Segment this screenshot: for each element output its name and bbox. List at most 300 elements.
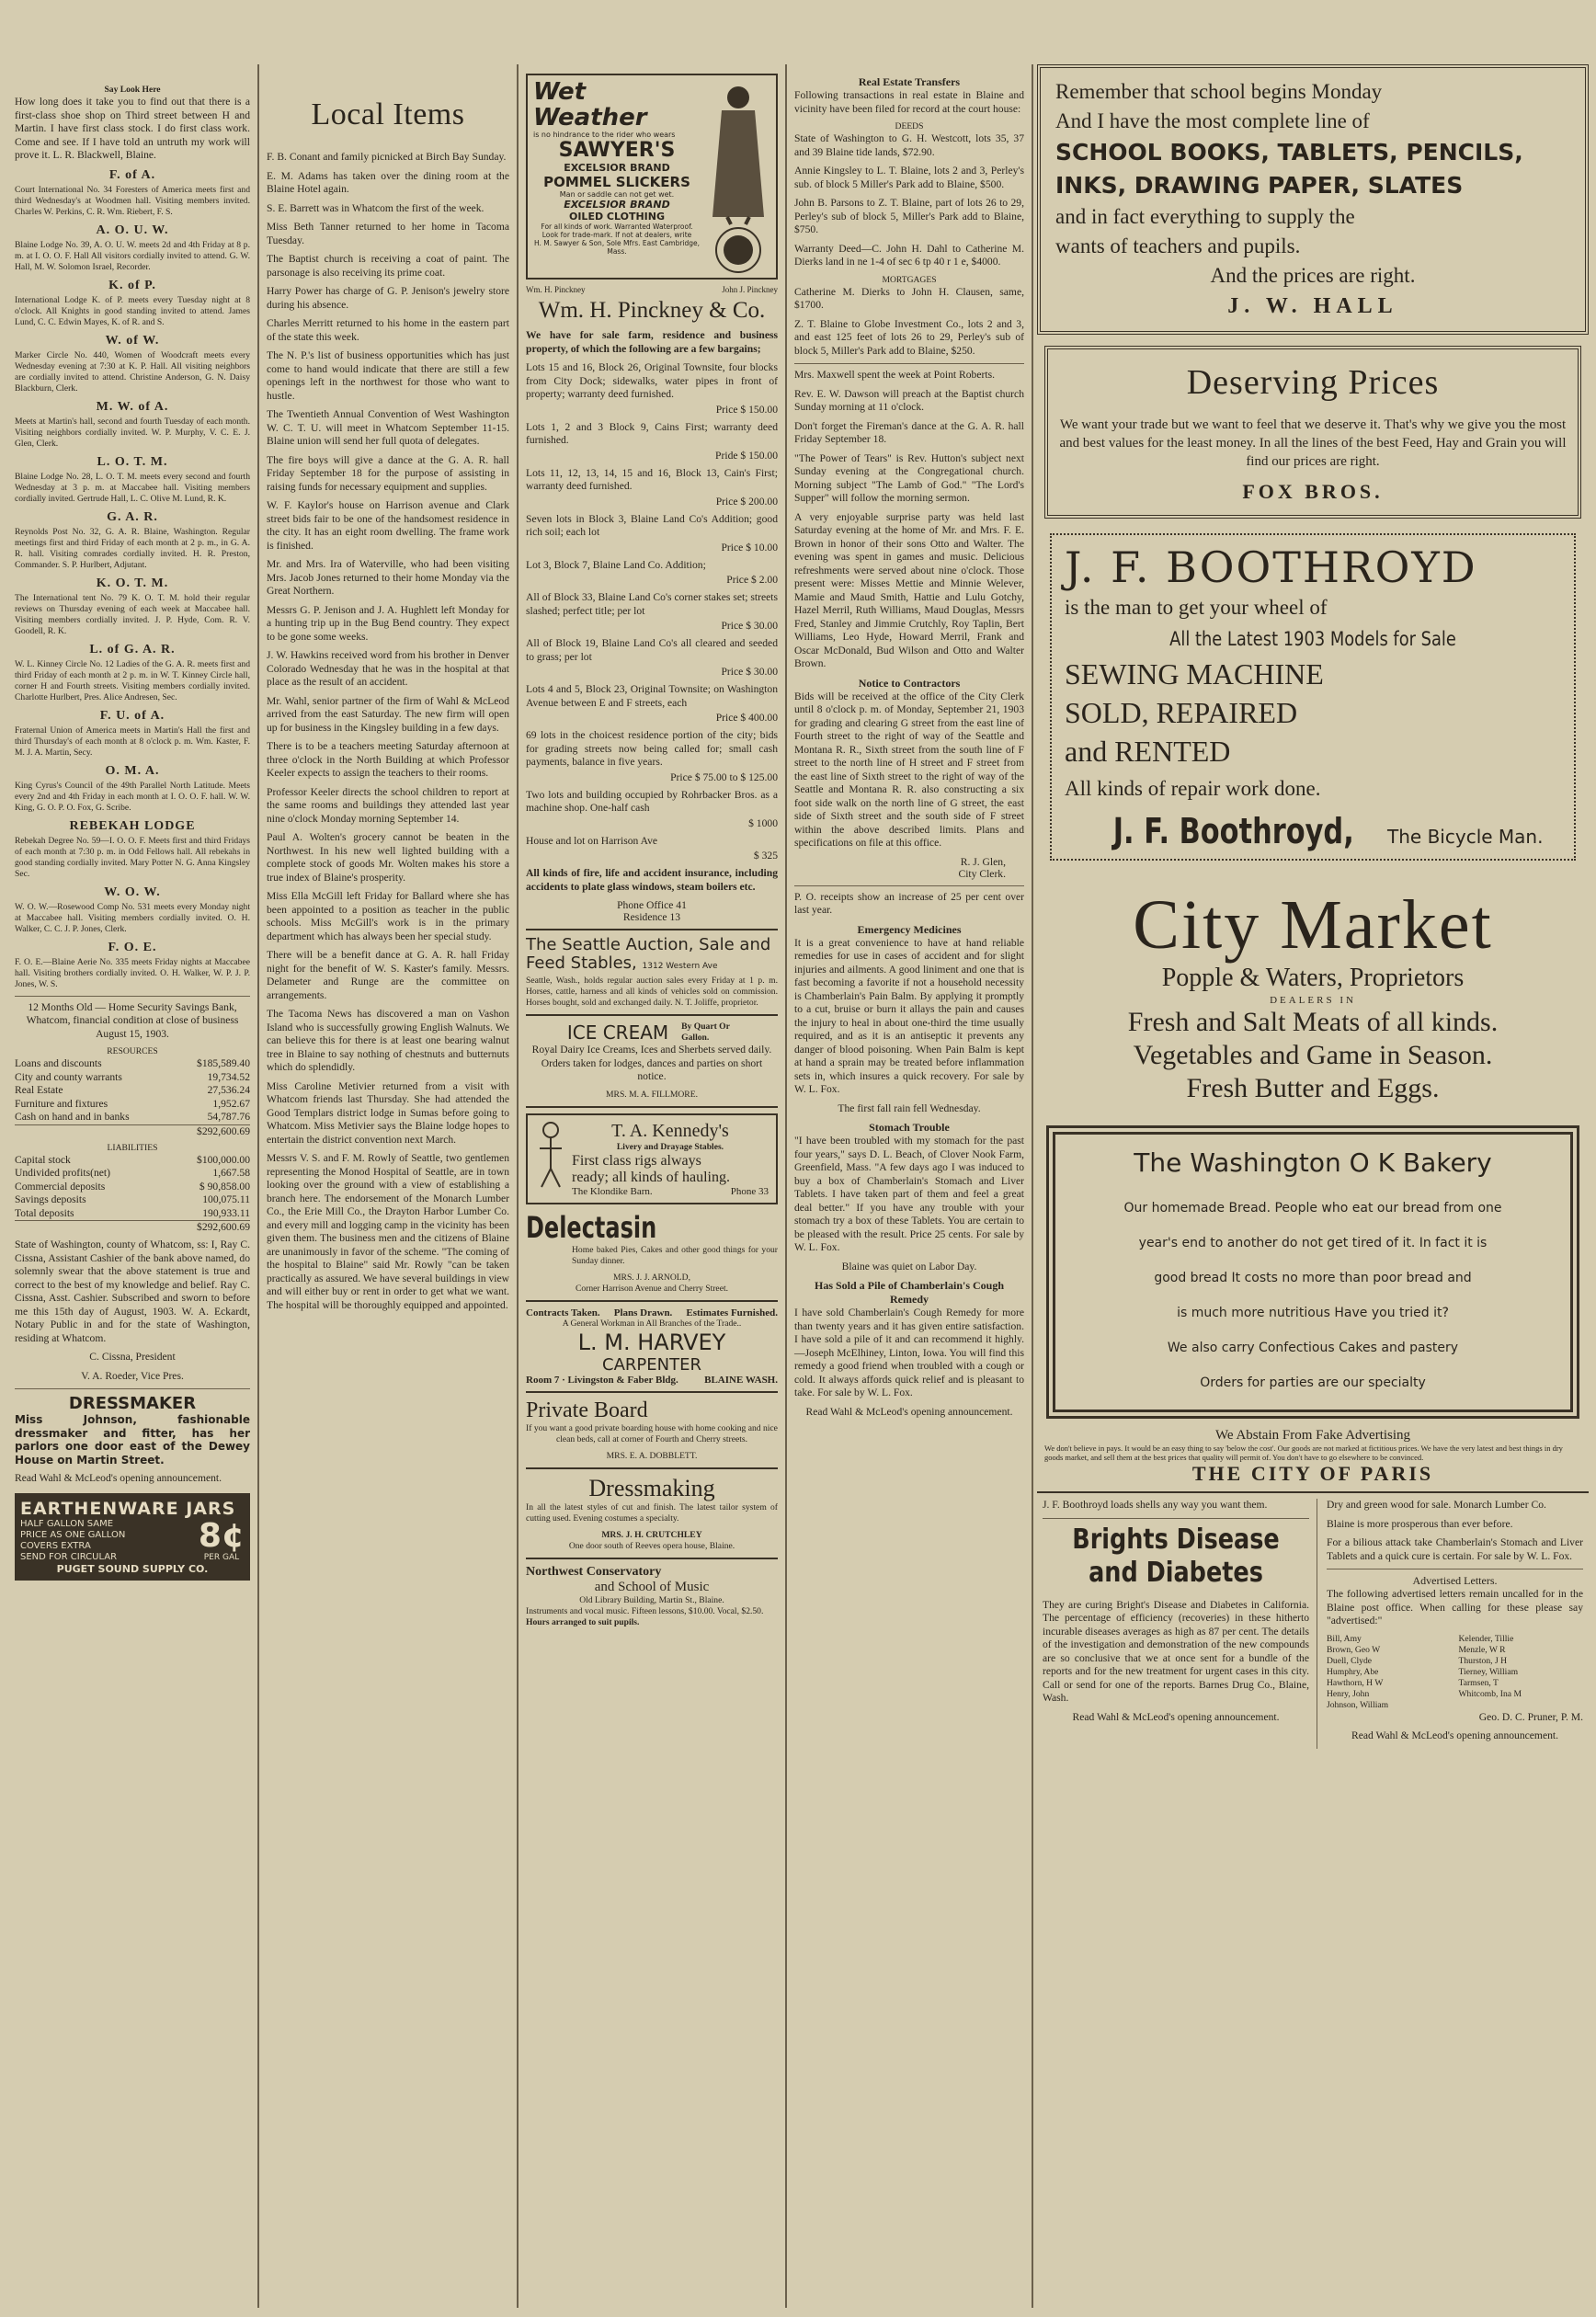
- row-label: Cash on hand and in banks: [15, 1111, 130, 1123]
- lodge-text: Blaine Lodge No. 28, L. O. T. M. meets every second and fourth Wednesday at 3 p. m. at Maccabee hall. Visiting members cordially invited. Gertrude Hall, L. C. Olive M. Lund, R. K.: [15, 471, 250, 504]
- lodge-entry: [15, 279, 250, 328]
- listing-item: [526, 683, 778, 724]
- transfers-intro: Following transactions in real estate in Blaine and vicinity have been filed for record at the court house:: [794, 89, 1024, 115]
- seattle-addr: 1312 Western Ave: [642, 962, 718, 971]
- lodge-entry: [15, 941, 250, 990]
- conservatory-hours: Hours arranged to suit pupils.: [526, 1616, 640, 1627]
- lodge-title: F. O. E.: [108, 940, 157, 954]
- note-item: Dry and green wood for sale. Monarch Lumber Co.: [1327, 1499, 1546, 1511]
- table-row: [15, 1084, 250, 1098]
- fox-bros-ad: [1044, 346, 1581, 519]
- listing-item: [526, 513, 778, 554]
- lodge-text: International Lodge K. of P. meets every Tuesday night at 8 o'clock. All Knights in good standing invited to attend. James Lund, C. C. Edwin Mayes, K. of R. and S.: [15, 294, 250, 327]
- lodge-title: F. U. of A.: [99, 708, 165, 723]
- brights-read: Read Wahl & McLeod's opening announcement.: [1072, 1710, 1280, 1723]
- lodge-title: L. O. T. M.: [97, 454, 168, 469]
- bank-signed: C. Cissna, President: [89, 1351, 176, 1363]
- row-value: 100,075.11: [202, 1193, 250, 1205]
- wet-product2: OILED CLOTHING: [568, 211, 665, 223]
- listing-text: Seven lots in Block 3, Blaine Land Co's Addition; good rich soil; each lot: [526, 512, 778, 538]
- row-value: 19,734.52: [207, 1070, 250, 1083]
- liabilities-table: [15, 1154, 250, 1221]
- resources-total: $292,600.69: [15, 1124, 250, 1137]
- mortgage-item: Catherine M. Dierks to John H. Clausen, same, $1700.: [794, 285, 1024, 311]
- letter-name: Tarmsen, T: [1458, 1677, 1499, 1688]
- table-row: [15, 1207, 250, 1221]
- table-row: [15, 1098, 250, 1112]
- lodge-text: Fraternal Union of America meets in Martin's Hall the first and third Thursday's of each month at 8 o'clock p. m. Wm. Kaster, F. M. J. A. Martin, Secy.: [15, 725, 250, 758]
- lodge-text: Blaine Lodge No. 39, A. O. U. W. meets 2d and 4th Friday at 8 p. m. at I. O. O. F. Hall All visitors cordially invited to attend. G. W. Hall, M. W. Solomon Israel, Recorder.: [15, 239, 250, 272]
- market-props: Popple & Waters, Proprietors: [1161, 964, 1465, 992]
- seattle-text: Seattle, Wash., holds regular auction sales every Friday at 1 p. m. Horses, cattle, harness and all kinds of vehicles sold on commission. Horses bought, sold and exchanged daily. N. T. Joliffe, proprietor.: [526, 976, 778, 1008]
- listing-text: Lots 1, 2 and 3 Block 9, Cains First; warranty deed furnished.: [526, 420, 778, 446]
- boothroyd-line2: All the Latest 1903 Models for Sale: [1169, 628, 1456, 650]
- listing-price: Pride $ 150.00: [715, 449, 778, 462]
- contractors-sign: R. J. Glen,: [960, 855, 1006, 868]
- lodge-title: F. of A.: [108, 167, 156, 182]
- table-row: [15, 1057, 250, 1071]
- pinckney-res: Residence 13: [622, 911, 681, 923]
- letter-name: Whitcomb, Ina M: [1458, 1688, 1522, 1699]
- local-items-continued: [794, 369, 1024, 671]
- listing-item: [526, 835, 778, 862]
- brights-title1: Brights Disease: [1072, 1523, 1280, 1556]
- letter-name: Humphry, Abe: [1327, 1666, 1379, 1677]
- deed-item: Warranty Deed—C. John H. Dahl to Catherine M. Dierks land in ne 1-4 of sec 6 tp 40 r 1 e, $4000.: [794, 242, 1024, 268]
- paris-title: We Abstain From Fake Advertising: [1214, 1428, 1411, 1443]
- lodge-title: M. W. of A.: [96, 399, 169, 414]
- ice-cream-ad: [526, 1022, 778, 1101]
- property-listings: [526, 361, 778, 862]
- table-row: [15, 1154, 250, 1168]
- letters-title: Advertised Letters.: [1412, 1574, 1498, 1587]
- column-rule: [785, 64, 787, 2308]
- local-items-title: Local Items: [311, 97, 465, 131]
- market-line3: Fresh Butter and Eggs.: [1186, 1073, 1440, 1103]
- lodge-entry: [15, 819, 250, 880]
- deed-item: State of Washington to G. H. Westcott, lots 35, 37 and 39 Blaine tide lands, $72.90.: [794, 132, 1024, 158]
- row-label: Savings deposits: [15, 1193, 86, 1205]
- harvey-trade: CARPENTER: [602, 1354, 701, 1375]
- conservatory-ad: [526, 1565, 778, 1628]
- labor-day: Blaine was quiet on Labor Day.: [841, 1260, 977, 1273]
- row-value: 190,933.11: [202, 1206, 250, 1219]
- wet-weather-ad: [526, 74, 778, 280]
- wet-small: For all kinds of work. Warranted Waterproof. Look for trade-mark. If not at dealers, write: [541, 223, 693, 239]
- listing-text: Lot 3, Block 7, Blaine Land Co. Addition;: [526, 558, 706, 571]
- news-item: Miss Beth Tanner returned to her home in Tacoma Tuesday.: [267, 221, 509, 246]
- listing-text: Lots 4 and 5, Block 23, Original Townsite; on Washington Avenue between E and F streets, each: [526, 683, 778, 709]
- letter-name: Henry, John: [1327, 1688, 1370, 1699]
- earthenware-title: EARTHENWARE JARS: [20, 1498, 236, 1519]
- paris-text: We don't believe in pays. It would be an easy thing to say 'below the cost'. Our goods are not marked at fictitious prices. We have the very latest and best things in dry goods market, and sell them at the best prices that quality will permit of. You don't have to go elsewhere to be convinced.: [1044, 1444, 1563, 1462]
- table-row: [15, 1193, 250, 1207]
- bank-signed-2: V. A. Roeder, Vice Pres.: [81, 1369, 184, 1382]
- lodge-entry: [15, 168, 250, 218]
- lodge-text: The International tent No. 79 K. O. T. M. hold their regular reviews on Thursday evening of each week at Maccabee hall. Visiting members cordially invited. J. P. Hyde, Com. R. V. Goodell, R. K.: [15, 592, 250, 636]
- note-item: For a bilious attack take Chamberlain's Stomach and Liver Tablets and a quick cure is certain. For sale by W. L. Fox.: [1327, 1536, 1583, 1562]
- bank-intro: 12 Months Old — Home Security Savings Bank, Whatcom, financial condition at close of business August 15, 1903.: [26, 1000, 239, 1040]
- po-receipts: P. O. receipts show an increase of 25 per cent over last year.: [794, 890, 1024, 916]
- boothroyd-line4: SOLD, REPAIRED: [1065, 696, 1298, 729]
- column-rule: [257, 64, 259, 2308]
- dressmaking-name: MRS. J. H. CRUTCHLEY: [601, 1529, 702, 1540]
- delectasin-addr: Corner Harrison Avenue and Cherry Street.: [575, 1283, 729, 1294]
- listing-item: [526, 421, 778, 462]
- wet-brand: SAWYER'S: [558, 139, 676, 162]
- listing-text: Two lots and building occupied by Rohrbacker Bros. as a machine shop. One-half cash: [526, 788, 778, 814]
- letter-name: Brown, Geo W: [1327, 1644, 1381, 1655]
- row-value: $ 90,858.00: [199, 1180, 250, 1193]
- stomach-text: "I have been troubled with my stomach for the past four years," says D. L. Beach, of Clover Nook Farm, Greenfield, Mass. "A few days ago I was induced to buy a box of Chamberlain's Stomach and Liver Tablets. I have taken part of them and feel a great deal better." If you have any trouble with your stomach try a box of these Tablets. You are certain to be pleased with the result. Price 25 cents. For sale by W. L. Fox.: [794, 1135, 1024, 1253]
- lodge-title: K. of P.: [108, 278, 156, 292]
- local-items-list: [267, 151, 509, 1312]
- boothroyd-ad: [1044, 528, 1581, 866]
- kennedy-ad: [526, 1113, 778, 1204]
- earthenware-line1: HALF GALLON SAME: [20, 1518, 114, 1529]
- letter-name: Bill, Amy: [1327, 1633, 1362, 1644]
- row-value: 27,536.24: [207, 1084, 250, 1096]
- letter-name: Duell, Clyde: [1327, 1655, 1373, 1666]
- news-item: There is to be a teachers meeting Saturday afternoon at three o'clock in the North Building at which Professor Keeler expects to assign the teachers to their rooms.: [267, 740, 509, 779]
- news-item: "The Power of Tears" is Rev. Hutton's subject next Sunday evening at the Congregational church. Morning subject "The Lamb of God." "The Lord's Supper" will follow the morning sermon.: [794, 451, 1024, 504]
- column-3: [520, 68, 783, 2300]
- lodge-directory: [15, 168, 250, 990]
- lodge-entry: [15, 709, 250, 759]
- left-notes: [1043, 1499, 1309, 1512]
- deed-item: John B. Parsons to Z. T. Blaine, part of lots 26 to 29, Perley's sub of block 5, Miller's Park add to Blaine, $750.: [794, 197, 1024, 235]
- letters-names: [1327, 1634, 1583, 1711]
- listing-price: $ 1000: [748, 816, 778, 829]
- resources-label: RESOURCES: [107, 1046, 158, 1056]
- fox-name: FOX BROS.: [1242, 480, 1384, 503]
- wet-sub: Man or saddle can not get wet.: [559, 190, 675, 199]
- harvey-room: Room 7: [526, 1374, 560, 1386]
- note-item: J. F. Boothroyd loads shells any way you want them.: [1043, 1499, 1268, 1511]
- pinckney-name-right: John J. Pinckney: [722, 285, 778, 294]
- letters-read: Read Wahl & McLeod's opening announcement.: [1351, 1729, 1559, 1741]
- earthenware-ad: [15, 1493, 250, 1581]
- conservatory-title2: and School of Music: [594, 1579, 710, 1594]
- notice-text: How long does it take you to find out that there is a first-class shoe shop on Third street between H and Martin. I have first class stock. I do first class work. Come and see. If I have told an untruth my work will prove it. L. R. Blackwell, Blaine.: [15, 96, 250, 161]
- news-item: Professor Keeler directs the school children to report at the same rooms and buildings they attended last year nine o'clock Monday morning September 14.: [267, 785, 509, 825]
- earthenware-sub: PER GAL: [203, 1552, 240, 1562]
- row-label: Undivided profits(net): [15, 1167, 110, 1179]
- market-line2: Vegetables and Game in Season.: [1133, 1040, 1493, 1070]
- news-item: W. F. Kaylor's house on Harrison avenue and Clark street bids fair to be one of the handsomest residence in the city. It has an eight room dwelling. The frame work is finished.: [267, 499, 509, 552]
- right-notes: [1327, 1499, 1583, 1563]
- pinckney-intro: We have for sale farm, residence and business property, of which the following are a few bargains;: [526, 329, 778, 355]
- table-row: [15, 1071, 250, 1085]
- boothroyd-sign2: The Bicycle Man.: [1387, 826, 1544, 848]
- kennedy-barn: The Klondike Barn.: [572, 1185, 653, 1197]
- bakery-line1: Our homemade Bread. People who eat our bread from one: [1123, 1201, 1502, 1216]
- dressmaking-text: In all the latest styles of cut and finish. The latest tailor system of cutting used. Evening costumes a specialty.: [526, 1501, 778, 1524]
- news-item: There will be a benefit dance at G. A. R. hall Friday night for the benefit of W. S. Kaster's family. Messrs. Delameter and Runge are the committee on arrangements.: [267, 949, 509, 1001]
- lodge-title: G. A. R.: [107, 509, 158, 524]
- row-label: City and county warrants: [15, 1070, 122, 1083]
- listing-text: 69 lots in the choicest residence portion of the city; bids for grading streets now being called for; small cash payments, balance in five years.: [526, 729, 778, 768]
- harvey-c2: Plans Drawn.: [613, 1307, 673, 1318]
- delectasin-name: MRS. J. J. ARNOLD,: [613, 1272, 690, 1283]
- listing-price: Price $ 75.00 to $ 125.00: [670, 770, 778, 783]
- emergency-text: It is a great convenience to have at hand reliable remedies for use in cases of accident and for slight injuries and ailments. A good liniment and one that is fast becoming a favorite if not a household necessity is Chamberlain's Pain Balm. By applying it promptly to a cut, bruise or burn it allays the pain and causes the injury to heal in about one-third the time usually required, and as it is an antiseptic it prevents any danger of blood poisoning. When Pain Balm is kept at hand a sprain may be treated before inflammation sets in, which insures a quick recovery. For sale by W. L. Fox.: [794, 936, 1024, 1095]
- letter-name: Johnson, William: [1327, 1699, 1389, 1710]
- letter-name: Thurston, J H: [1458, 1655, 1507, 1666]
- dressmaker-title: DRESSMAKER: [68, 1394, 197, 1413]
- conservatory-text: Instruments and vocal music. Fifteen lessons, $10.00. Vocal, $2.50.: [526, 1605, 764, 1616]
- lodge-title: A. O. U. W.: [96, 223, 169, 237]
- lodge-title: K. O. T. M.: [96, 576, 169, 590]
- bottom-right: [1327, 1499, 1583, 1749]
- pile-title: Has Sold a Pile of Chamberlain's Cough Remedy: [814, 1279, 1005, 1306]
- listing-text: All of Block 33, Blaine Land Co's corner stakes set; streets slashed; perfect title; per lot: [526, 591, 778, 617]
- bottom-left: [1043, 1499, 1317, 1749]
- news-item: Mr. and Mrs. Ira of Waterville, who had been visiting Mrs. Jacob Jones returned to their home Monday via the Great Northern.: [267, 558, 509, 597]
- row-label: Capital stock: [15, 1153, 71, 1166]
- emergency-title: Emergency Medicines: [857, 922, 962, 936]
- deed-item: Annie Kingsley to L. T. Blaine, lots 2 and 3, Perley's sub. of block 5 Miller's Park add to Blaine, $500.: [794, 165, 1024, 190]
- lodge-text: Meets at Martin's hall, second and fourth Tuesday of each month. Visiting neighbors cordially invited. W. P. Murphy, V. C. E. J. Glen, Clerk.: [15, 416, 250, 449]
- letter-name: Menzle, W R: [1458, 1644, 1506, 1655]
- column-2: [261, 79, 515, 2300]
- horse-figure-illustration: [535, 1121, 566, 1189]
- bakery-title: The Washington O K Bakery: [1134, 1147, 1492, 1178]
- hall-line1: Remember that school begins Monday: [1055, 80, 1383, 103]
- row-value: 1,952.67: [212, 1097, 250, 1110]
- hall-line4: INKS, DRAWING PAPER, SLATES: [1055, 172, 1464, 199]
- news-item: Rev. E. W. Dawson will preach at the Baptist church Sunday morning at 11 o'clock.: [794, 387, 1024, 413]
- notice-title: Say Look Here: [104, 85, 161, 95]
- lodge-entry: [15, 764, 250, 814]
- listing-price: Price $ 200.00: [715, 495, 778, 508]
- icecream-title: ICE CREAM: [566, 1022, 669, 1044]
- earthenware-line2: PRICE AS ONE GALLON: [20, 1529, 126, 1540]
- hall-name: J. W. HALL: [1227, 294, 1398, 318]
- seattle-auction-ad: [526, 936, 778, 1009]
- resources-table: [15, 1057, 250, 1124]
- news-item: Charles Merritt returned to his home in the eastern part of the state this week.: [267, 317, 509, 343]
- brights-title2: and Diabetes: [1089, 1556, 1263, 1589]
- board-title: Private Board: [526, 1398, 648, 1422]
- mortgages-list: [794, 286, 1024, 359]
- row-label: Total deposits: [15, 1206, 74, 1219]
- boothroyd-line3: SEWING MACHINE: [1065, 657, 1324, 691]
- wet-weather-tag: is no hindrance to the rider who wears: [533, 131, 676, 139]
- news-item: Miss Caroline Metivier returned from a visit with Whatcom friends last Thursday. She had attended the Good Templars district lodge in Sumas before going to Whatcom. Miss Metivier says the Blaine lodge hopes to entertain the district convention next March.: [267, 1079, 509, 1146]
- listing-text: All of Block 19, Blaine Land Co's all cleared and seeded to grass; per lot: [526, 637, 778, 663]
- column-rule: [517, 64, 519, 2308]
- listing-text: Lots 11, 12, 13, 14, 15 and 16, Block 13, Cain's First; warranty deed furnished.: [526, 466, 778, 492]
- table-row: [15, 1111, 250, 1124]
- lodge-title: L. of G. A. R.: [89, 642, 176, 656]
- earthenware-line3: COVERS EXTRA: [20, 1540, 91, 1551]
- news-item: Miss Ella McGill left Friday for Ballard where she has been appointed to a position as teacher in the public schools. Miss McGill's work is in the primary department which has always been her special study.: [267, 890, 509, 942]
- harvey-c1: Contracts Taken.: [526, 1307, 600, 1318]
- lodge-text: King Cyrus's Council of the 49th Parallel North Latitude. Meets every 2nd and 4th Friday in each month at I. O. O. F. hall. W. W. King, G. O. P. O. Fox, G. Scribe.: [15, 780, 250, 813]
- letters-sign: Geo. D. C. Pruner, P. M.: [1478, 1710, 1583, 1723]
- note-item: Blaine is more prosperous than ever before.: [1327, 1517, 1513, 1530]
- dressmaking-title: Dressmaking: [588, 1474, 715, 1501]
- delectasin-ad: [526, 1210, 778, 1295]
- column-4: [789, 75, 1030, 2300]
- boothroyd-line6: All kinds of repair work done.: [1065, 777, 1321, 800]
- dressmaker-ad: [15, 1394, 250, 1467]
- bakery-line2: year's end to another do not get tired of it. In fact it is: [1138, 1236, 1488, 1250]
- bakery-line6: Orders for parties are our specialty: [1200, 1375, 1426, 1390]
- conservatory-addr: Old Library Building, Martin St., Blaine.: [579, 1594, 724, 1605]
- lodge-text: W. L. Kinney Circle No. 12 Ladies of the G. A. R. meets first and third Friday of each month at 2 p. m. in W. T. Kinney Circle hall, corner H and Fourth streets. Visiting members cordially invited. Charlotte Hurlbert, Pres. Alice Andresen, Sec.: [15, 658, 250, 702]
- kennedy-line1: First class rigs always: [572, 1152, 701, 1169]
- letter-name: Hawthorn, H W: [1327, 1677, 1384, 1688]
- bank-statement: [15, 1001, 250, 1384]
- hall-line6: wants of teachers and pupils.: [1055, 234, 1301, 257]
- board-text: If you want a good private boarding house with home cooking and nice clean beds, call at corner of Fourth and Cherry streets.: [526, 1422, 778, 1444]
- delectasin-title: Delectasin: [526, 1209, 657, 1245]
- earthenware-line4: SEND FOR CIRCULAR: [20, 1551, 118, 1562]
- lodge-entry: [15, 885, 250, 935]
- kennedy-sub: Livery and Drayage Stables.: [616, 1141, 724, 1152]
- dressmaking-addr: One door south of Reeves opera house, Blaine.: [568, 1540, 735, 1551]
- news-item: The Baptist church is receiving a coat of paint. The parsonage is also receiving its prime coat.: [267, 253, 509, 279]
- read-announcement: Read Wahl & McLeod's opening announcement.: [15, 1472, 222, 1484]
- harvey-city: BLAINE WASH.: [704, 1374, 778, 1386]
- seattle-title: The Seattle Auction, Sale and Feed Stables,: [526, 935, 771, 973]
- icecream-name: MRS. M. A. FILLMORE.: [606, 1089, 698, 1100]
- harvey-intro: A General Workman in All Branches of the Trade..: [562, 1318, 742, 1329]
- lodge-text: W. O. W.—Rosewood Comp No. 531 meets every Monday night at Maccabee hall. Visiting members cordially invited. O. H. Walker, C. C. J. P. Jones, Clerk.: [15, 901, 250, 934]
- lodge-text: Rebekah Degree No. 59—I. O. O. F. Meets first and third Fridays of each month at 7:30 p. m. in Odd Fellows hall. All rebekahs in good standing cordially invited. Mary Potter N. G. Anna Kingsley Sec.: [15, 835, 250, 879]
- pinckney-phone: Phone Office 41: [617, 899, 687, 911]
- dressmaker-text: Miss Johnson, fashionable dressmaker and fitter, has her parlors one door east of the Dewey House on Martin Street.: [15, 1413, 250, 1467]
- lodge-text: F. O. E.—Blaine Aerie No. 335 meets Friday nights at Maccabee hall. Visiting brothers cordially invited. O. H. Walker, W. P. J. P. Jones, W. S.: [15, 956, 250, 989]
- liabilities-total: $292,600.69: [15, 1220, 250, 1233]
- row-value: 54,787.76: [207, 1111, 250, 1123]
- listing-item: [526, 559, 778, 587]
- delectasin-text: Home baked Pies, Cakes and other good things for your Sunday dinner.: [572, 1244, 778, 1266]
- hall-line2: And I have the most complete line of: [1055, 109, 1370, 132]
- read-announcement: Read Wahl & McLeod's opening announcement.: [805, 1405, 1013, 1418]
- listing-price: $ 325: [753, 850, 778, 862]
- listing-price: Price $ 10.00: [721, 541, 778, 554]
- lodge-entry: [15, 510, 250, 571]
- row-label: Commercial deposits: [15, 1180, 106, 1193]
- news-item: S. E. Barrett was in Whatcom the first of the week.: [267, 201, 484, 214]
- news-item: Messrs V. S. and F. M. Rowly of Seattle, two gentlemen representing the Monod Hospital of Seattle, are in town looking over the ground with a view of establishing a branch here. The endorsement of the Monarch Lumber Co., the Erie Mill Co., the Drayton Harbor Lumber Co. and every mill and logging camp in the vicinity has been given them. The business men and the citizens of Blaine are unanimously in favor of the scheme. "The coming of the hospital to Blaine" said Mr. Rowly "can be taken practically as assured. We have several buildings in view and will either buy or rent in order to get what we want. The hospital will be thoroughly equipped and appointed.: [267, 1152, 509, 1311]
- deeds-label: DEEDS: [895, 121, 924, 131]
- earthenware-price: 8¢: [198, 1516, 245, 1555]
- kennedy-phone: Phone 33: [730, 1185, 769, 1197]
- lodge-entry: [15, 455, 250, 505]
- news-item: The fire boys will give a dance at the G. A. R. hall Friday September 18 for the purpose of assisting in raising funds for necessary equipment and supplies.: [267, 453, 509, 493]
- pile-text: I have sold Chamberlain's Cough Remedy for more than twenty years and it has given entire satisfaction. I have sold a pile of it and can recommend it highly.—Joseph McElhiney, Linton, Iowa. You will find this remedy a good friend when troubled with a cough or cold. It always affords quick relief and is pleasant to take. For sale by W. L. Fox.: [794, 1307, 1024, 1398]
- listing-item: [526, 467, 778, 508]
- lodge-entry: [15, 576, 250, 637]
- news-item: The Twentieth Annual Convention of West Washington W. C. T. U. will meet in Whatcom September 11-15. Blaine union will send her full quota of delegates.: [267, 408, 509, 447]
- news-item: E. M. Adams has taken over the dining room at the Blaine Hotel again.: [267, 169, 509, 195]
- bakery-line3: good bread It costs no more than poor bread and: [1154, 1271, 1472, 1285]
- market-dealers: DEALERS IN: [1270, 995, 1356, 1006]
- news-item: The Tacoma News has discovered a man on Vashon Island who is successfully growing English Walnuts. We can believe this for there is at least one bearing walnut tree in Blaine to say nothing of chestnuts and butternuts which do splendidly.: [267, 1008, 509, 1073]
- row-value: $100,000.00: [197, 1153, 250, 1166]
- news-item: Don't forget the Fireman's dance at the G. A. R. hall Friday September 18.: [794, 419, 1024, 445]
- news-item: Mr. Wahl, senior partner of the firm of Wahl & McLeod arrived from the east Saturday. The new firm will open up for business in the Kingsley building in a few days.: [267, 694, 509, 734]
- boothroyd-name: J. F. BOOTHROYD: [1065, 542, 1477, 592]
- news-item: A very enjoyable surprise party was held last Saturday evening at the home of Mr. and Mrs. F. E. Brown in honor of their sons Otto and Walter. The evening was spent in games and music. Delicious refreshments were served about nine o'clock. Those present were: Misses Mettie and Minnie Welever, Mamie and Maud Smith, Hattie and Lulu Gotchy, Hazel Merril, Ruth Williams, Maud Douglas, Messrs Fred, Stanley and Jimmie Crutchly, Roy Taplin, Bert Williams, Leo Hyde, Howard Merril, Frank and Oscar McDonald, Bud Wilson and Otto and Walter Brown.: [794, 510, 1024, 669]
- market-line1: Fresh and Salt Meats of all kinds.: [1127, 1007, 1499, 1037]
- news-item: Paul A. Wolten's grocery cannot be beaten in the Northwest. In his new well lighted building with a complete stock of goods Mr. Wolten makes his store a true index of Blaine's prosperity.: [267, 831, 509, 884]
- letters-text: The following advertised letters remain uncalled for in the Blaine post office. When calling for these please say "advertised:": [1327, 1588, 1583, 1626]
- wet-weather-title: Wet Weather: [533, 78, 647, 131]
- bakery-ad: [1046, 1125, 1579, 1419]
- liabilities-label: LIABILITIES: [107, 1142, 158, 1153]
- listing-price: Price $ 150.00: [715, 403, 778, 416]
- letters-names-right: [1459, 1634, 1584, 1711]
- table-row: [15, 1181, 250, 1194]
- letter-name: Kelender, Tillie: [1458, 1633, 1514, 1644]
- hall-line7: And the prices are right.: [1210, 264, 1416, 287]
- row-value: $185,589.40: [197, 1057, 250, 1069]
- private-board-ad: [526, 1398, 778, 1462]
- transfers-title: Real Estate Transfers: [858, 75, 961, 88]
- news-item: J. W. Hawkins received word from his brother in Denver Colorado Wednesday that he was in the hospital at that place as the result of an accident.: [267, 649, 509, 688]
- listing-text: Lots 15 and 16, Block 26, Original Townsite, four blocks from City Dock; sidewalks, water pipes in front of property; warranty deed furnished.: [526, 361, 778, 400]
- hall-line3: SCHOOL BOOKS, TABLETS, PENCILS,: [1055, 139, 1523, 166]
- conservatory-title: Northwest Conservatory: [526, 1564, 662, 1579]
- listing-price: Price $ 2.00: [726, 574, 778, 586]
- lodge-text: Reynolds Post No. 32, G. A. R. Blaine, Washington. Regular meetings first and third Friday of each month at 2 p. m., in G. A. R. hall. Visiting comrades cordially invited. H. R. Preston, Commander. S. P. Hurlbert, Adjutant.: [15, 526, 250, 570]
- news-item: Harry Power has charge of G. P. Jenison's jewelry store during his absence.: [267, 285, 509, 311]
- lodge-entry: [15, 334, 250, 394]
- slicker-man-illustration: [709, 79, 768, 226]
- icecream-text: Royal Dairy Ice Creams, Ices and Sherbets served daily. Orders taken for lodges, dances and parties on short notice.: [531, 1044, 772, 1082]
- hall-school-ad: [1037, 64, 1589, 335]
- lodge-entry: [15, 400, 250, 450]
- pinckney-title: Wm. H. Pinckney & Co.: [538, 298, 766, 323]
- lodge-title: W. O. W.: [104, 885, 161, 899]
- harvey-bldg: Livingston & Faber Bldg.: [567, 1374, 678, 1386]
- listing-item: [526, 591, 778, 632]
- lodge-text: Marker Circle No. 440, Women of Woodcraft meets every Wednesday evening at 7:30 at K. P. Hall. All visiting neighbors are cordially invited to attend. Christine Anderson, G. N. Daisy Blackburn, Clerk.: [15, 349, 250, 394]
- contractors-title: Notice to Contractors: [858, 676, 961, 690]
- column-1: [9, 85, 256, 2300]
- paris-name: THE CITY OF PARIS: [1191, 1462, 1434, 1485]
- boothroyd-sign: J. F. Boothroyd,: [1112, 811, 1354, 851]
- harvey-c3: Estimates Furnished.: [686, 1307, 778, 1318]
- listing-price: Price $ 30.00: [721, 666, 778, 678]
- kennedy-line2: ready; all kinds of hauling.: [572, 1169, 730, 1185]
- brights-text: They are curing Bright's Disease and Diabetes in California. The percentage of efficiency (recoveries) in these hitherto incurable diseases averages as high as 87 per cent. The details of the investigation and demonstration of the new compounds are so conclusive that we at once sent for a bundle of the reports and for the new treatment for urgent cases in this city. Call or send for one of the reports. Barnes Drug Co., Blaine, Wash.: [1043, 1598, 1309, 1704]
- fish-brand-seal: [714, 226, 762, 274]
- city-market-ad: [1037, 888, 1589, 1105]
- news-item: The N. P.'s list of business opportunities which has just come to hand would indicate that there are still a few openings left in the northwest for those who want to hustle.: [267, 349, 509, 402]
- hall-line5: and in fact everything to supply the: [1055, 205, 1355, 228]
- pinckney-ad: [526, 285, 778, 923]
- row-label: Real Estate: [15, 1084, 63, 1096]
- stomach-title: Stomach Trouble: [869, 1121, 950, 1134]
- listing-price: Price $ 400.00: [715, 712, 778, 724]
- news-item: Messrs G. P. Jenison and J. A. Hughlett left Monday for a hunting trip up in the Bug Bend country. They expect to be gone some weeks.: [267, 603, 509, 643]
- bakery-line5: We also carry Confectious Cakes and pastery: [1167, 1341, 1459, 1355]
- harvey-name: L. M. HARVEY: [577, 1329, 726, 1355]
- lodge-title: W. of W.: [105, 333, 160, 348]
- fall-rain: The first fall rain fell Wednesday.: [838, 1101, 981, 1114]
- contractors-sign2: City Clerk.: [958, 867, 1006, 880]
- contractors-text: Bids will be received at the office of the City Clerk until 8 o'clock p. m. of Monday, September 21, 1903 for grading and clearing G street from the east line of Fourth street to the right of way of the Seattle and Montana R. R., Sixth street from the south line of F street to the north line of H street and F street from the east line of Sixth street to the right of way of the Seattle and Montana R. R. also constructing a six foot side walk on the north line of G street, the east side of Sixth street and the south side of F street within the above described limits. Plans and specifications on file at this office.: [794, 690, 1024, 849]
- pinckney-footer: All kinds of fire, life and accident insurance, including accidents to plate glass windows, steam boilers etc.: [526, 867, 778, 893]
- listing-item: [526, 361, 778, 416]
- kennedy-title: T. A. Kennedy's: [611, 1120, 729, 1141]
